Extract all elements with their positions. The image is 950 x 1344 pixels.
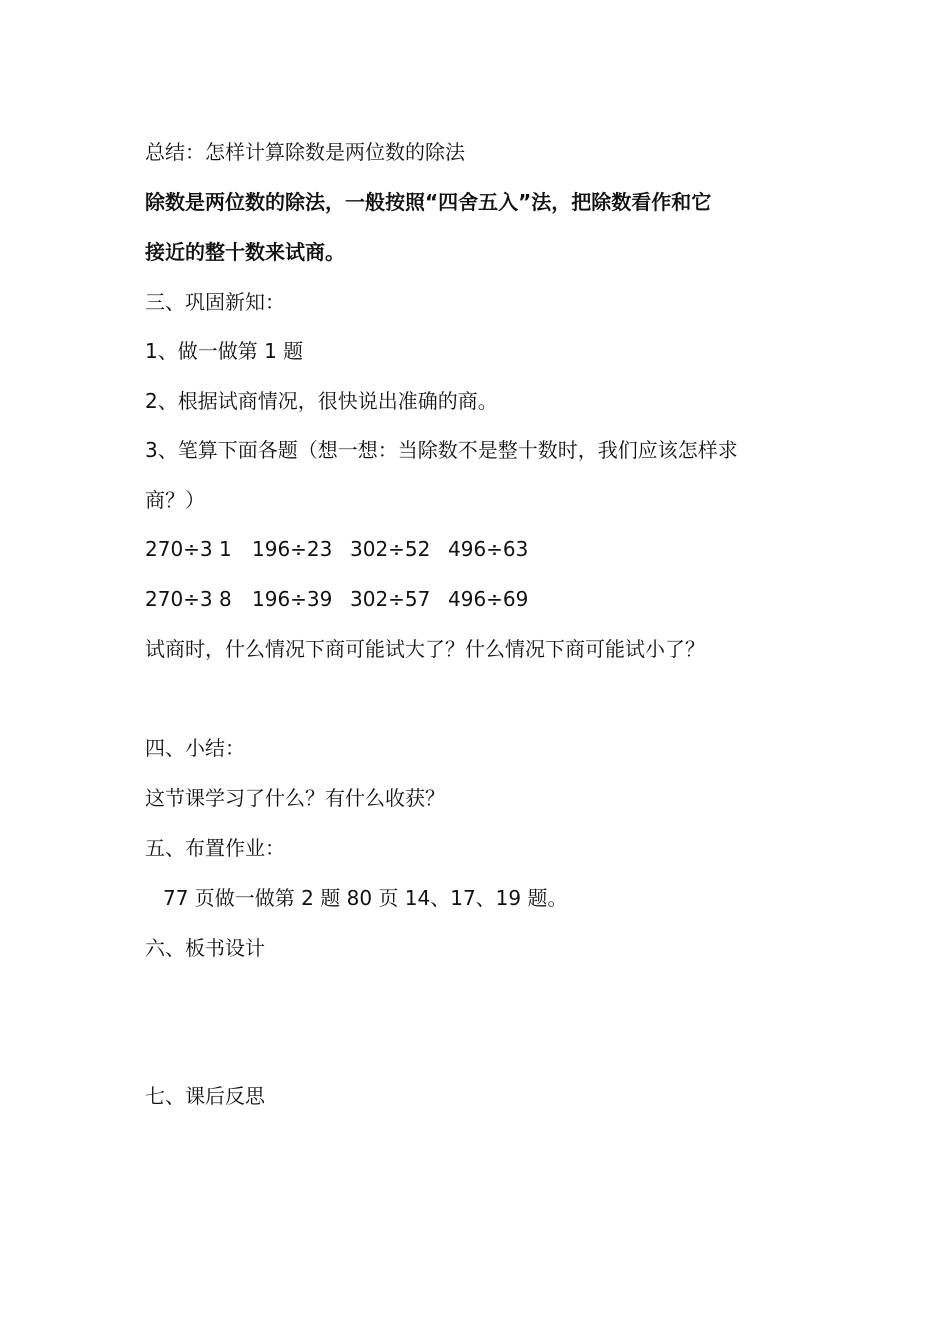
equation-2-2: 196÷39 — [252, 587, 333, 611]
equation-1-3: 302÷52 — [350, 537, 431, 561]
section-7-title: 七、课后反思 — [145, 1084, 265, 1108]
equation-2-3: 302÷57 — [350, 587, 431, 611]
practice-item-3-line-1: 3、笔算下面各题（想一想：当除数不是整十数时，我们应该怎样求 — [145, 438, 738, 462]
practice-item-3-line-2: 商？） — [145, 488, 205, 512]
summary-bold-line-1: 除数是两位数的除法，一般按照“四舍五入”法，把除数看作和它 — [145, 190, 712, 214]
summary-heading: 总结：怎样计算除数是两位数的除法 — [145, 140, 465, 164]
equation-1-2: 196÷23 — [252, 537, 333, 561]
section-5-title: 五、布置作业： — [145, 836, 285, 860]
section-4-title: 四、小结： — [145, 736, 245, 760]
equation-2-1: 270÷3 8 — [145, 587, 232, 611]
equation-2-4: 496÷69 — [448, 587, 529, 611]
section-5-text: 77 页做一做第 2 题 80 页 14、17、19 题。 — [163, 886, 568, 910]
section-3-title: 三、巩固新知： — [145, 290, 285, 314]
section-4-text: 这节课学习了什么？有什么收获？ — [145, 786, 445, 810]
section-6-title: 六、板书设计 — [145, 936, 265, 960]
equation-1-1: 270÷3 1 — [145, 537, 232, 561]
summary-bold-line-2: 接近的整十数来试商。 — [145, 240, 345, 264]
trial-quotient-question: 试商时，什么情况下商可能试大了？什么情况下商可能试小了？ — [145, 637, 705, 661]
practice-item-1: 1、做一做第 1 题 — [145, 339, 304, 363]
equation-1-4: 496÷63 — [448, 537, 529, 561]
practice-item-2: 2、根据试商情况，很快说出准确的商。 — [145, 389, 498, 413]
